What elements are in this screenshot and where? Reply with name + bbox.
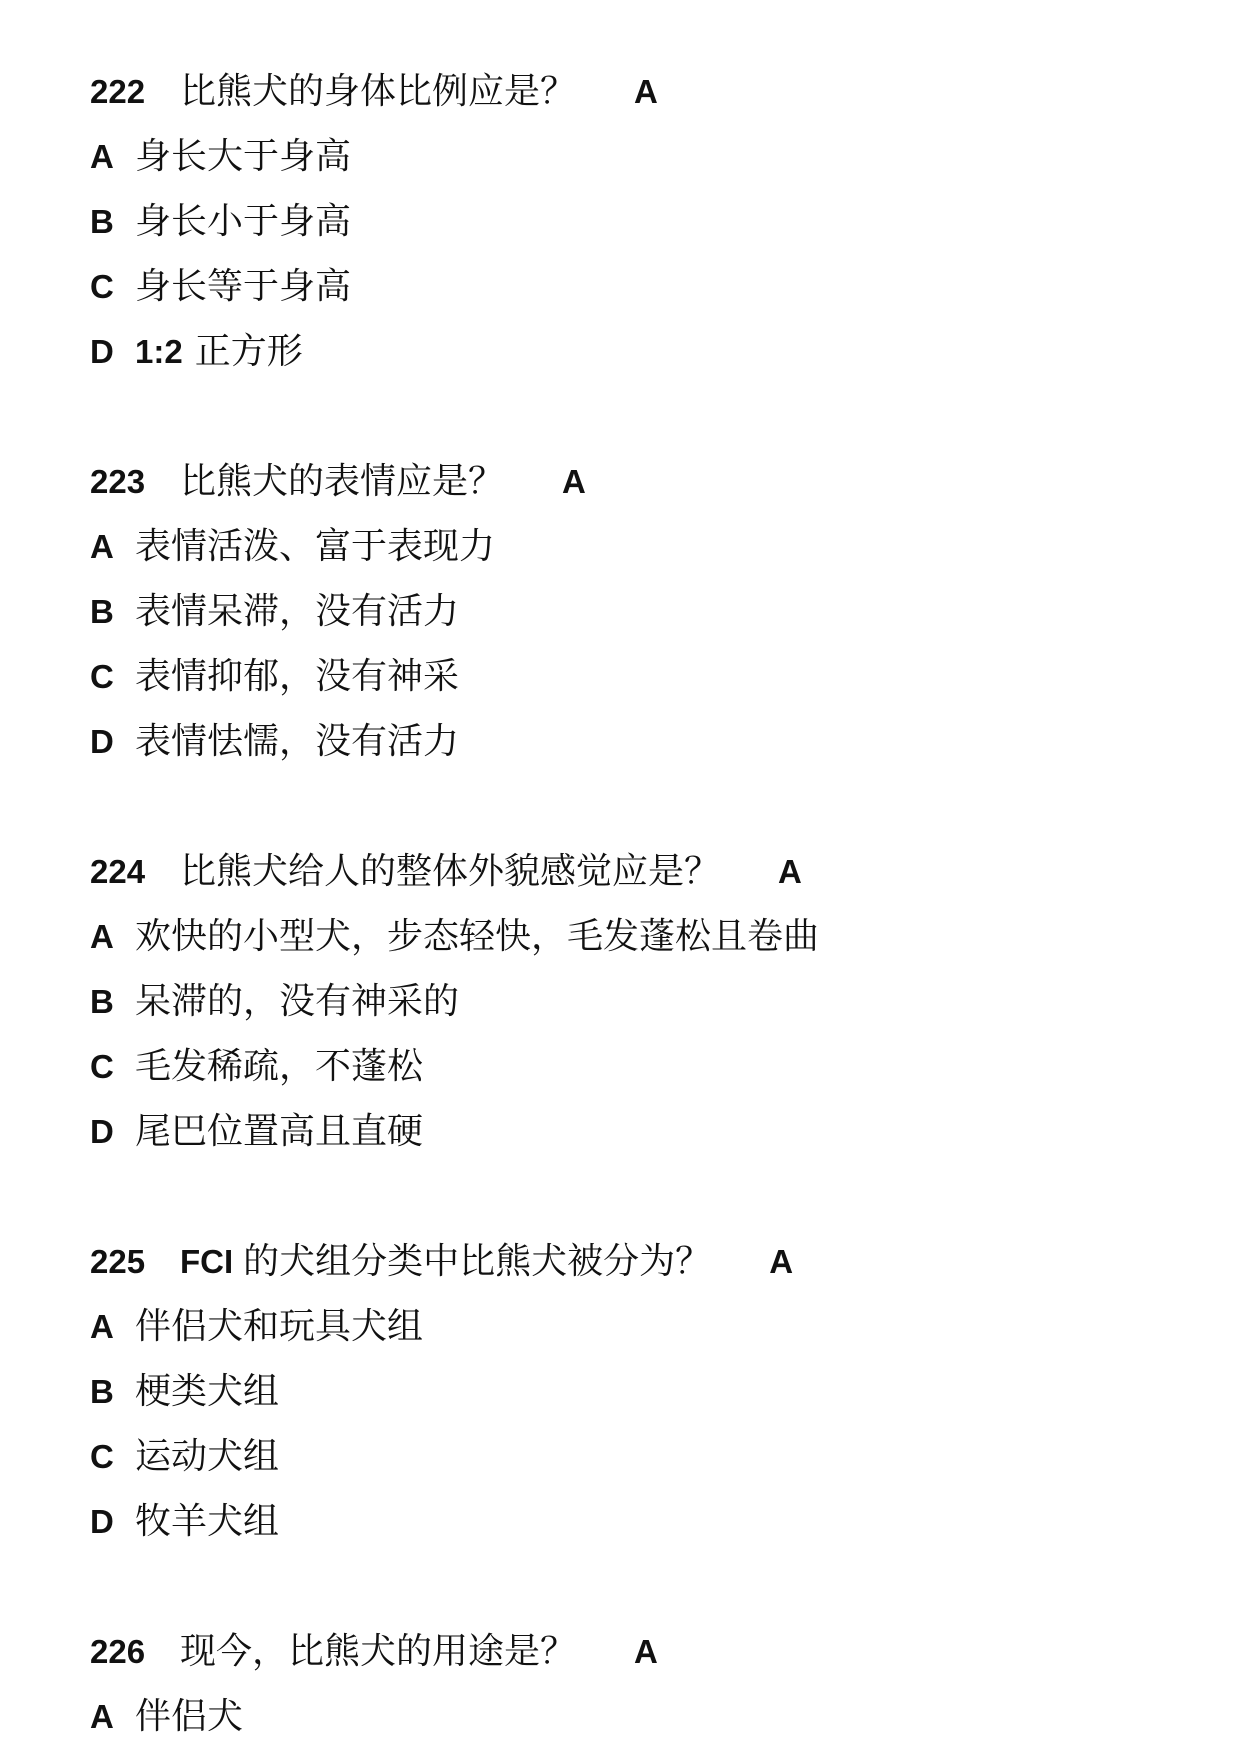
option-line xyxy=(90,657,1190,722)
option-text: 牧羊犬组 xyxy=(135,1501,280,1542)
option-line xyxy=(90,1307,1190,1372)
question-org: FCI xyxy=(180,1243,234,1280)
question-text: 现今，比熊犬的用途是？ xyxy=(180,1631,577,1672)
option-text: 身长小于身高 xyxy=(135,201,352,242)
option-letter: D xyxy=(90,1113,114,1150)
option-text: 欢快的小型犬，步态轻快，毛发蓬松且卷曲 xyxy=(135,916,820,957)
option-text: 尾巴位置高且直硬 xyxy=(135,1111,424,1152)
option-line xyxy=(90,722,1190,787)
option-letter: B xyxy=(90,983,114,1020)
answer-key: A xyxy=(562,463,586,500)
option-letter: B xyxy=(90,203,114,240)
question-text: 比熊犬给人的整体外貌感觉应是？ xyxy=(180,851,721,892)
option-line xyxy=(90,1112,1190,1177)
option-letter: C xyxy=(90,1048,114,1085)
option-line xyxy=(90,202,1190,267)
option-letter: A xyxy=(90,528,114,565)
option-letter: A xyxy=(90,1308,114,1345)
option-text: 呆滞的，没有神采的 xyxy=(135,981,460,1022)
option-letter: C xyxy=(90,268,114,305)
question-line xyxy=(90,1632,1190,1697)
option-line xyxy=(90,1437,1190,1502)
question-line xyxy=(90,462,1190,527)
question-text: 比熊犬的身体比例应是？ xyxy=(180,71,577,112)
answer-key: A xyxy=(778,853,802,890)
option-text: 毛发稀疏，不蓬松 xyxy=(135,1046,424,1087)
option-text: 身长等于身高 xyxy=(135,266,352,307)
option-text: 运动犬组 xyxy=(135,1436,280,1477)
option-letter: B xyxy=(90,1373,114,1410)
question-line xyxy=(90,1242,1190,1307)
option-line xyxy=(90,1372,1190,1437)
option-letter: D xyxy=(90,723,114,760)
option-letter: D xyxy=(90,333,114,370)
question-225 xyxy=(90,1242,1190,1567)
option-text: 梗类犬组 xyxy=(135,1371,280,1412)
option-letter: D xyxy=(90,1503,114,1540)
option-line xyxy=(90,267,1190,332)
option-line xyxy=(90,527,1190,592)
option-text: 表情怯懦，没有活力 xyxy=(135,721,460,762)
option-line xyxy=(90,137,1190,202)
option-letter: B xyxy=(90,593,114,630)
question-226 xyxy=(90,1632,1190,1762)
option-text: 表情抑郁，没有神采 xyxy=(135,656,460,697)
option-letter: A xyxy=(90,138,114,175)
option-letter: A xyxy=(90,1698,114,1735)
question-number: 225 xyxy=(90,1243,146,1280)
option-line xyxy=(90,917,1190,982)
question-222 xyxy=(90,72,1190,397)
option-text: 正方形 xyxy=(194,331,303,372)
question-text: 的犬组分类中比熊犬被分为？ xyxy=(243,1241,712,1282)
option-ratio: 1:2 xyxy=(135,333,183,370)
option-text: 伴侣犬和玩具犬组 xyxy=(135,1306,424,1347)
question-number: 223 xyxy=(90,463,146,500)
option-line xyxy=(90,1047,1190,1112)
option-line xyxy=(90,982,1190,1047)
answer-key: A xyxy=(634,73,658,110)
option-letter: C xyxy=(90,658,114,695)
option-text: 表情活泼、富于表现力 xyxy=(135,526,496,567)
option-text: 身长大于身高 xyxy=(135,136,352,177)
answer-key: A xyxy=(769,1243,794,1280)
option-line xyxy=(90,1502,1190,1567)
question-224 xyxy=(90,852,1190,1177)
option-line xyxy=(90,1697,1190,1762)
option-letter: A xyxy=(90,918,114,955)
question-line xyxy=(90,852,1190,917)
option-text: 伴侣犬 xyxy=(135,1696,244,1737)
question-number: 224 xyxy=(90,853,146,890)
question-number: 226 xyxy=(90,1633,146,1670)
question-number: 222 xyxy=(90,73,146,110)
question-line xyxy=(90,72,1190,137)
option-letter: C xyxy=(90,1438,114,1475)
option-text: 表情呆滞，没有活力 xyxy=(135,591,460,632)
question-223 xyxy=(90,462,1190,787)
option-line xyxy=(90,592,1190,657)
question-text: 比熊犬的表情应是？ xyxy=(180,461,505,502)
answer-key: A xyxy=(634,1633,658,1670)
option-line xyxy=(90,332,1190,397)
